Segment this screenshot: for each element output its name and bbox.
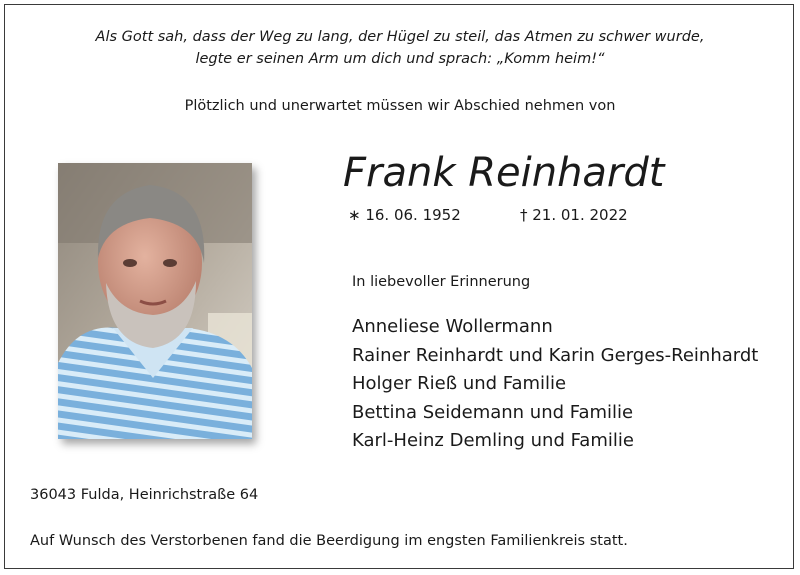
memorial-quote — [0, 26, 800, 70]
address: 36043 Fulda, Heinrichstraße 64 — [30, 487, 259, 503]
portrait-photo — [58, 163, 252, 439]
death-date: † 21. 01. 2022 — [520, 206, 628, 224]
mourner-item: Rainer Reinhardt und Karin Gerges-Reinhardt — [352, 344, 759, 366]
funeral-note: Auf Wunsch des Verstorbenen fand die Beerdigung im engsten Familienkreis statt. — [30, 533, 628, 549]
mourners-list — [352, 313, 758, 456]
birth-date: ∗ 16. 06. 1952 — [348, 206, 461, 224]
mourner-item: Anneliese Wollermann — [352, 316, 553, 337]
mourner-item: Holger Rieß und Familie — [352, 373, 567, 394]
memory-label: In liebevoller Erinnerung — [352, 274, 531, 290]
deceased-name: Frank Reinhardt — [343, 150, 665, 196]
intro-text: Plötzlich und unerwartet müssen wir Abschied nehmen von — [184, 98, 616, 114]
mourner-item: Karl-Heinz Demling und Familie — [352, 430, 634, 451]
mourner-item: Bettina Seidemann und Familie — [352, 401, 634, 423]
quote-line-2: legte er seinen Arm um dich und sprach: „Komm heim!“ — [195, 51, 605, 67]
quote-line-1: Als Gott sah, dass der Weg zu lang, der Hügel zu steil, das Atmen zu schwer wurde, — [95, 29, 705, 45]
